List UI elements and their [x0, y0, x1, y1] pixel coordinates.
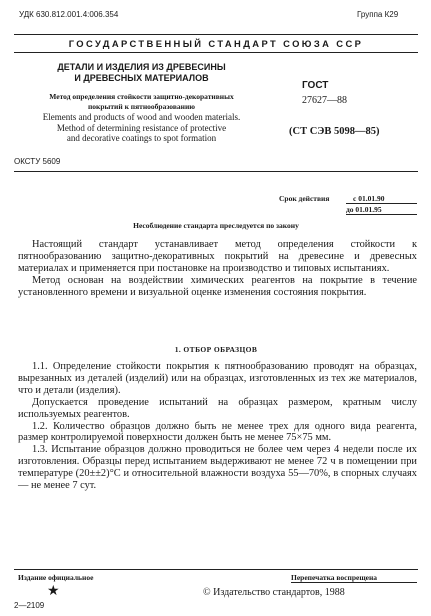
sheet-code: 2—2109 [14, 601, 45, 610]
reprint-underline [291, 582, 417, 583]
document-title [26, 62, 257, 84]
okstu-code: ОКСТУ 5609 [14, 157, 61, 166]
reprint-prohibited: Перепечатка воспрещена [291, 573, 378, 582]
title-block-rule [14, 171, 418, 172]
state-standard-banner: ГОСУДАРСТВЕННЫЙ СТАНДАРТ СОЮЗА ССР [68, 38, 364, 49]
clause-1-2: 1.2. Количество образцов должно быть не менее трех для одного вида реагента, размер контролируемой поверхности должен быть не менее 75×75 мм. [18, 420, 417, 444]
top-rule [14, 34, 418, 35]
intro-paragraph-2: Метод основан на воздействии химических реагентов на покрытие в течение установленного времени и визуальной оценке изменения состояния покрытия. [18, 274, 417, 298]
official-edition: Издание официальное [18, 573, 94, 582]
english-line-1: Elements and products of wood and wooden materials. [42, 112, 241, 122]
gost-label: ГОСТ [302, 80, 329, 91]
validity-from: с 01.01.90 [353, 194, 385, 203]
copyright-notice: © Издательство стандартов, 1988 [203, 587, 345, 598]
english-line-2: Method of determining resistance of protective [56, 122, 227, 133]
section-1-body [18, 361, 417, 492]
validity-to-underline [346, 214, 417, 215]
validity-to: до 01.01.95 [346, 205, 382, 214]
law-notice: Несоблюдение стандарта преследуется по закону [133, 221, 299, 230]
validity-label: Срок действия [279, 194, 330, 203]
intro-section [18, 239, 417, 299]
star-icon: ★ [47, 584, 60, 599]
footer-rule [14, 569, 418, 570]
gost-number: 27627—88 [302, 95, 347, 106]
english-title [20, 112, 263, 144]
title-line-2: И ДРЕВЕСНЫХ МАТЕРИАЛОВ [74, 73, 209, 83]
clause-1-1: 1.1. Определение стойкости покрытия к пятнообразованию проводят на образцах, вырезанных из деталей (изделий) или на образцах, изготовленных из тех же материалов, что и детали (изделия). [18, 361, 417, 396]
st-sev-number: (СТ СЭВ 5098—85) [289, 126, 380, 137]
clause-1-1-addendum: Допускается проведение испытаний на образцах размером, кратным числу используемых реагентов. [18, 396, 417, 420]
subtitle-line-1: Метод определения стойкости защитно-декоративных [49, 92, 234, 101]
title-line-1: ДЕТАЛИ И ИЗДЕЛИЯ ИЗ ДРЕВЕСИНЫ [57, 62, 226, 72]
english-line-3: and decorative coatings to spot formation [66, 133, 217, 144]
validity-from-underline [346, 203, 417, 204]
banner-rule [14, 52, 418, 53]
udk-code: УДК 630.812.001.4:006.354 [19, 10, 119, 19]
group-code: Группа К29 [357, 10, 399, 19]
intro-paragraph-1: Настоящий стандарт устанавливает метод определения стойкости к пятнообразованию защитно-декоративных покрытий на древесине и древесных материалах и применяется при постановке на производство и типовых испытаниях. [18, 239, 417, 274]
subtitle-line-2: покрытий к пятнообразованию [87, 101, 196, 111]
document-subtitle [26, 92, 257, 111]
section-1-heading: 1. ОТБОР ОБРАЗЦОВ [174, 345, 258, 354]
clause-1-3: 1.3. Испытание образцов должно проводиться не более чем через 4 недели после их изготовления. Образцы перед испытанием выдерживают не менее 72 ч в помещении при температуре (20±±2)°С и относительной влажности воздуха 55—70%, в спорных случаях — не менее 7 сут. [18, 444, 417, 492]
